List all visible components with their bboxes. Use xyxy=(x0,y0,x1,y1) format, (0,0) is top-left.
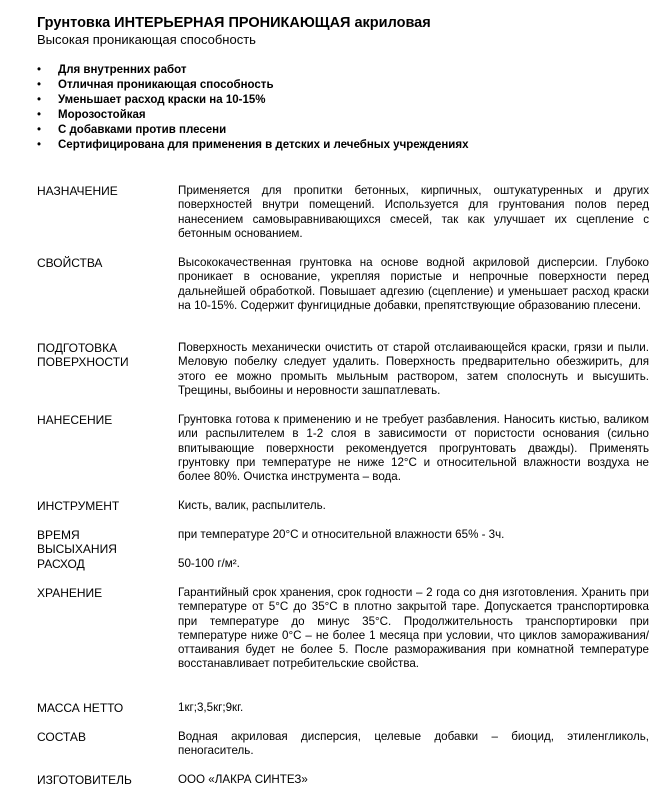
spec-label: ВРЕМЯ ВЫСЫХАНИЯ xyxy=(37,528,117,556)
spec-value: Водная акриловая дисперсия, целевые добавки – биоцид, этиленгликоль, пеногаситель. xyxy=(178,730,649,758)
feature-item: • Морозостойкая xyxy=(37,108,469,123)
feature-item: • С добавками против плесени xyxy=(37,123,469,138)
spec-value: при температуре 20°С и относительной влажности 65% - 3ч. xyxy=(178,528,505,541)
spec-value: Применяется для пропитки бетонных, кирпичных, оштукатуренных и других поверхностей внутри помещений. Используется для грунтования полов перед нанесением самовыравнивающихся смесей, так как улучшает их сцепление с бетонным основанием. xyxy=(178,184,649,240)
spec-label: ХРАНЕНИЕ xyxy=(37,586,103,600)
spec-label: ИНСТРУМЕНТ xyxy=(37,499,120,513)
feature-item: • Сертифицирована для применения в детских и лечебных учреждениях xyxy=(37,138,469,153)
spec-label: НАЗНАЧЕНИЕ xyxy=(37,184,118,198)
spec-value: Кисть, валик, распылитель. xyxy=(178,499,326,512)
spec-label: ИЗГОТОВИТЕЛЬ xyxy=(37,773,132,787)
product-subtitle: Высокая проникающая способность xyxy=(37,32,256,47)
spec-label: ПОДГОТОВКА ПОВЕРХНОСТИ xyxy=(37,341,129,369)
spec-value: Высококачественная грунтовка на основе водной акриловой дисперсии. Глубоко проникает в основание, укрепляя пористые и непрочные поверхности перед дальнейшей обработкой. Повышает адгезию (сцепление) и уменьшает расход краски на 10-15%. Содержит фунгицидные добавки, препятствующие образованию плесени. xyxy=(178,256,649,312)
feature-item: • Уменьшает расход краски на 10-15% xyxy=(37,93,469,108)
spec-label: МАССА НЕТТО xyxy=(37,701,124,715)
spec-label: НАНЕСЕНИЕ xyxy=(37,413,113,427)
spec-label: СОСТАВ xyxy=(37,730,86,744)
spec-value: Гарантийный срок хранения, срок годности – 2 года со дня изготовления. Хранить при температуре от 5°С до 35°С в плотно закрытой таре. Допускается транспортировка при температуре до минус 35°С. Продолжительность транспортировки при температуре ниже 0°С – не более 1 месяца при условии, что циклов замораживания/оттаивания будет не более 5. После размораживания при комнатной температуре восстанавливает потребительские свойства. xyxy=(178,586,649,671)
spec-value: 50-100 г/м². xyxy=(178,557,240,570)
feature-list xyxy=(37,63,469,153)
feature-item: • Отличная проникающая способность xyxy=(37,78,469,93)
spec-value: 1кг;3,5кг;9кг. xyxy=(178,701,244,714)
spec-label: СВОЙСТВА xyxy=(37,256,103,270)
product-sheet xyxy=(37,14,649,787)
spec-value: Грунтовка готова к применению и не требует разбавления. Наносить кистью, валиком или распылителем в 1-2 слоя в зависимости от пористости основания (сильно впитывающие поверхности рекомендуется прогрунтовать дважды). Применять грунтовку при температуре не ниже 12°С и относительной влажности воздуха не более 80%. Очистка инструмента – вода. xyxy=(178,413,649,484)
spec-label: РАСХОД xyxy=(37,557,85,571)
spec-value: Поверхность механически очистить от старой отслаивающейся краски, грязи и пыли. Меловую побелку следует удалить. Поверхность предварительно обезжирить, для этого ее можно промыть мыльным раствором, затем сполоснуть и высушить. Трещины, выбоины и неровности зашпатлевать. xyxy=(178,341,649,397)
feature-item: • Для внутренних работ xyxy=(37,63,469,78)
product-title: Грунтовка ИНТЕРЬЕРНАЯ ПРОНИКАЮЩАЯ акриловая xyxy=(37,15,431,31)
spec-value: ООО «ЛАКРА СИНТЕЗ» xyxy=(178,773,308,786)
